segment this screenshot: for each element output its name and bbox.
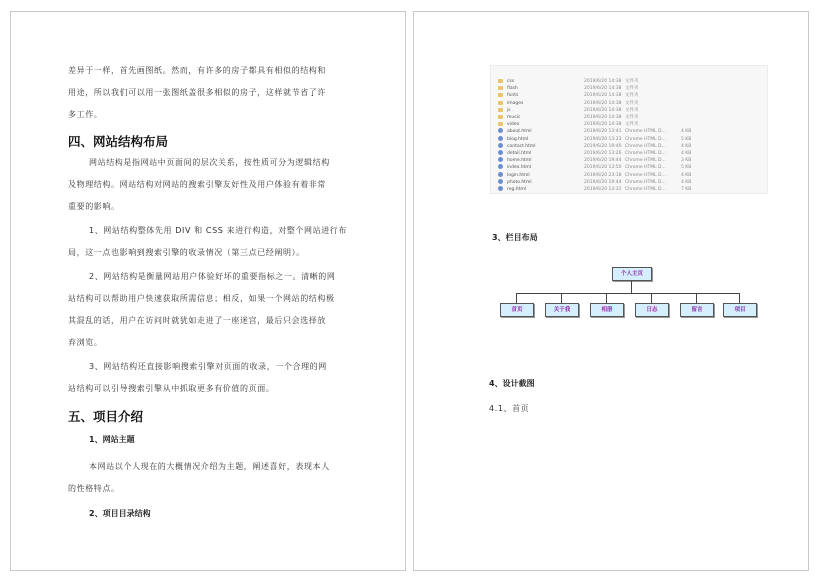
paragraph-line: 站结构可以引导搜索引擎从中抓取更多有价值的页面。: [68, 384, 275, 393]
org-root-node: 个人主页: [612, 267, 652, 281]
html-file-icon: [498, 150, 503, 155]
file-date: 2019/6/20 14:38: [584, 107, 622, 113]
file-date: 2019/6/20 19:40: [584, 143, 622, 149]
file-size: 5 KB: [681, 136, 692, 142]
file-date: 2019/6/20 13:23: [584, 136, 622, 142]
org-child-node: 日志: [635, 303, 669, 317]
connector-line: [606, 293, 607, 303]
html-file-icon: [498, 172, 503, 177]
file-name: reg.html: [507, 187, 527, 192]
file-type: 文件夹: [625, 122, 639, 128]
file-size: 7 KB: [681, 187, 692, 192]
connector-line: [516, 293, 739, 294]
file-date: 2019/6/20 13:50: [584, 165, 622, 171]
org-child-node: 相册: [590, 303, 624, 317]
file-type: Chrome HTML D...: [625, 172, 666, 178]
html-file-icon: [498, 186, 503, 191]
org-child-node: 关于我: [545, 303, 579, 317]
html-file-icon: [498, 128, 503, 133]
file-date: 2019/6/20 13:26: [584, 151, 622, 156]
paragraph-line: 多工作。: [68, 110, 103, 119]
html-file-icon: [498, 136, 503, 141]
file-name: home.html: [507, 158, 532, 164]
document-page-right: [413, 11, 809, 571]
file-type: Chrome HTML D...: [625, 143, 666, 149]
paragraph-line: 本网站以个人现在的大概情况介绍为主题，阐述喜好，表现本人: [89, 462, 330, 471]
section-heading: 4、设计截图: [489, 379, 535, 388]
file-size: 3 KB: [681, 158, 692, 164]
file-date: 2019/6/20 13:41: [584, 129, 622, 135]
file-row: [491, 143, 767, 150]
file-name: photo.html: [507, 179, 532, 185]
site-structure-diagram: [494, 267, 754, 327]
file-name: js: [507, 107, 511, 113]
paragraph-line: 差异于一样，首先画图纸。然而，有许多的房子都具有相似的结构和: [68, 66, 326, 75]
file-row: [491, 92, 767, 99]
file-name: images: [507, 100, 524, 106]
file-row: [491, 164, 767, 171]
connector-line: [696, 293, 697, 303]
file-row: [491, 179, 767, 186]
file-date: 2019/6/20 14:38: [584, 93, 622, 99]
paragraph-line: 弃浏览。: [68, 338, 103, 347]
file-name: video: [507, 122, 520, 128]
file-name: flash: [507, 86, 518, 92]
file-type: Chrome HTML D...: [625, 187, 666, 192]
file-date: 2019/6/20 23:18: [584, 172, 622, 178]
file-date: 2019/6/20 19:44: [584, 179, 622, 185]
org-child-node: 留言: [680, 303, 714, 317]
file-row: [491, 150, 767, 157]
paragraph-line: 站结构可以帮助用户快速获取所需信息；相反，如果一个网站的结构极: [68, 294, 335, 303]
subsection-heading: 2、项目目录结构: [89, 509, 151, 518]
file-name: contact.html: [507, 143, 536, 149]
folder-icon: [498, 93, 503, 97]
file-date: 2019/6/20 14:38: [584, 86, 622, 92]
org-child-node: 首页: [500, 303, 534, 317]
file-name: fonts: [507, 93, 519, 99]
connector-line: [739, 293, 740, 303]
html-file-icon: [498, 179, 503, 184]
file-row: [491, 157, 767, 164]
file-row: [491, 114, 767, 121]
file-date: 2019/6/20 14:38: [584, 100, 622, 106]
html-file-icon: [498, 157, 503, 162]
file-date: 2019/6/20 14:38: [584, 122, 622, 128]
folder-icon: [498, 86, 503, 90]
file-row: [491, 136, 767, 143]
connector-line: [561, 293, 562, 303]
paragraph-line: 的性格特点。: [68, 484, 120, 493]
folder-icon: [498, 122, 503, 126]
file-type: Chrome HTML D...: [625, 165, 666, 171]
paragraph-line: 2、网站结构是衡量网站用户体验好坏的重要指标之一。清晰的网: [89, 272, 336, 281]
html-file-icon: [498, 164, 503, 169]
file-row: [491, 172, 767, 179]
file-type: 文件夹: [625, 115, 639, 120]
file-size: 4 KB: [681, 143, 692, 149]
file-row: [491, 128, 767, 135]
file-type: Chrome HTML D...: [625, 129, 666, 135]
file-row: [491, 121, 767, 128]
section-heading-4: 四、网站结构布局: [68, 134, 169, 149]
paragraph-line: 及物理结构。网站结构对网站的搜索引擎友好性及用户体验有着非常: [68, 180, 326, 189]
file-type: Chrome HTML D...: [625, 158, 666, 164]
file-size: 4 KB: [681, 129, 692, 135]
file-name: music: [507, 115, 521, 120]
paragraph-line: 其混乱的话，用户在访问时就犹如走进了一座迷宫，最后只会选择放: [68, 316, 326, 325]
file-name: detail.html: [507, 151, 532, 156]
file-type: 文件夹: [625, 79, 639, 84]
file-explorer-screenshot: [490, 65, 768, 194]
subsection-heading: 3、栏目布局: [492, 233, 538, 242]
file-date: 2019/6/20 14:38: [584, 79, 622, 84]
file-row: [491, 100, 767, 107]
folder-icon: [498, 79, 503, 83]
file-row: [491, 107, 767, 114]
folder-icon: [498, 101, 503, 105]
org-child-node: 项目: [723, 303, 757, 317]
file-date: 2019/6/20 13:31: [584, 187, 622, 192]
file-type: 文件夹: [625, 107, 639, 113]
connector-line: [516, 293, 517, 303]
file-row: [491, 186, 767, 193]
file-size: 4 KB: [681, 151, 692, 156]
file-size: 4 KB: [681, 172, 692, 178]
paragraph-line: 用途，所以我们可以用一张图纸盖很多相似的房子，这样就节省了许: [68, 88, 326, 97]
folder-icon: [498, 108, 503, 112]
paragraph-line: 局，这一点也影响到搜索引擎的收录情况（第三点已经阐明）。: [68, 248, 305, 257]
subsection-label: 4.1、首页: [489, 404, 530, 413]
file-type: Chrome HTML D...: [625, 151, 666, 156]
file-row: [491, 78, 767, 85]
file-size: 4 KB: [681, 179, 692, 185]
file-size: 5 KB: [681, 165, 692, 171]
file-type: 文件夹: [625, 93, 639, 99]
file-name: about.html: [507, 129, 532, 135]
folder-icon: [498, 115, 503, 119]
document-page-left: [10, 11, 406, 571]
file-type: Chrome HTML D...: [625, 136, 666, 142]
file-type: Chrome HTML D...: [625, 179, 666, 185]
connector-line: [631, 281, 632, 293]
file-name: index.html: [507, 165, 531, 171]
file-date: 2019/6/20 19:44: [584, 158, 622, 164]
html-file-icon: [498, 143, 503, 148]
section-heading-5: 五、项目介绍: [68, 409, 144, 424]
connector-line: [651, 293, 652, 303]
file-name: login.html: [507, 172, 530, 178]
paragraph-line: 网站结构是指网站中页面间的层次关系，按性质可分为逻辑结构: [89, 158, 330, 167]
file-type: 文件夹: [625, 86, 639, 92]
paragraph-line: 重要的影响。: [68, 202, 120, 211]
subsection-heading: 1、网站主题: [89, 435, 135, 444]
file-date: 2019/6/20 14:38: [584, 115, 622, 120]
file-type: 文件夹: [625, 100, 639, 106]
file-name: blog.html: [507, 136, 529, 142]
paragraph-line: 1、网站结构整体先用 DIV 和 CSS 来进行构造，对整个网站进行布: [89, 226, 347, 235]
paragraph-line: 3、网站结构还直接影响搜索引擎对页面的收录，一个合理的网: [89, 362, 327, 371]
file-row: [491, 85, 767, 92]
file-name: css: [507, 79, 515, 84]
